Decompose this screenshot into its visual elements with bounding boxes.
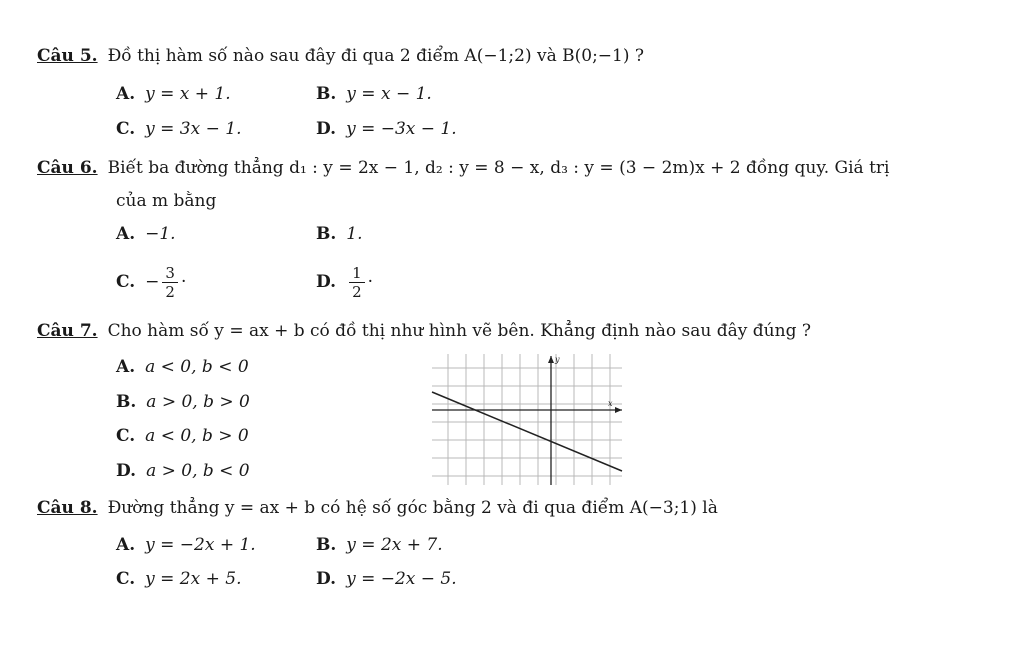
option-letter: B. <box>316 535 337 555</box>
option-text: y = −3x − 1. <box>346 119 457 139</box>
option-letter: A. <box>116 535 136 555</box>
q8-option-a[interactable] <box>116 533 256 557</box>
q7-option-a[interactable] <box>116 355 249 379</box>
q7-label: Câu 7. <box>37 321 98 341</box>
q6-text: Biết ba đường thẳng d₁ : y = 2x − 1, d₂ : y = 8 − x, d₃ : y = (3 − 2m)x + 2 đồng quy. Giá trị <box>107 158 890 178</box>
q5-text: Đồ thị hàm số nào sau đây đi qua 2 điểm A(−1;2) và B(0;−1) ? <box>107 46 645 66</box>
option-text: y = −2x − 5. <box>346 569 457 589</box>
fraction-denominator: 2 <box>352 282 362 301</box>
fraction <box>349 264 365 301</box>
q8-option-d[interactable] <box>316 567 457 591</box>
q5-option-d[interactable] <box>316 117 457 141</box>
q6-stem-continued: của m bằng <box>116 191 217 211</box>
option-text: y = 2x + 5. <box>145 569 242 589</box>
x-axis-arrow-icon <box>615 407 622 413</box>
option-letter: A. <box>116 357 136 377</box>
y-axis-label: y <box>555 355 560 364</box>
fraction <box>162 264 178 301</box>
option-text: y = x − 1. <box>346 84 432 104</box>
q5-stem <box>37 44 644 68</box>
q6-label: Câu 6. <box>37 158 98 178</box>
q5-option-b[interactable] <box>316 82 432 106</box>
option-text: y = x + 1. <box>145 84 231 104</box>
q8-text: Đường thẳng y = ax + b có hệ số góc bằng 2 và đi qua điểm A(−3;1) là <box>107 498 718 518</box>
fraction-numerator: 3 <box>162 264 178 283</box>
q7-option-c[interactable] <box>116 424 249 448</box>
x-axis-label: x <box>608 399 613 408</box>
q5-option-a[interactable] <box>116 82 231 106</box>
option-letter: A. <box>116 84 136 104</box>
option-letter: A. <box>116 224 136 244</box>
q7-stem <box>37 319 811 343</box>
option-letter: C. <box>116 119 136 139</box>
q7-option-d[interactable] <box>116 459 250 483</box>
option-letter: C. <box>116 426 136 446</box>
option-text: y = 3x − 1. <box>145 119 242 139</box>
q6-option-a[interactable] <box>116 222 176 246</box>
option-letter: B. <box>116 392 137 412</box>
option-letter: B. <box>316 84 337 104</box>
fraction-tail: · <box>367 272 374 292</box>
q8-stem <box>37 496 718 520</box>
q6-option-b[interactable] <box>316 222 363 246</box>
option-text: 1. <box>346 224 363 244</box>
q8-label: Câu 8. <box>37 498 98 518</box>
q7-graph <box>430 352 630 487</box>
option-letter: D. <box>316 569 337 589</box>
option-letter: D. <box>316 272 337 292</box>
q5-option-c[interactable] <box>116 117 242 141</box>
fraction-sign: − <box>145 272 160 292</box>
q7-option-b[interactable] <box>116 390 250 414</box>
fraction-denominator: 2 <box>165 282 175 301</box>
q6-option-c[interactable] <box>116 260 186 304</box>
graph-grid <box>432 354 622 485</box>
fraction-tail: · <box>180 272 187 292</box>
option-text: a < 0, b < 0 <box>145 357 249 377</box>
option-text: a > 0, b > 0 <box>146 392 250 412</box>
q5-label: Câu 5. <box>37 46 98 66</box>
option-letter: C. <box>116 569 136 589</box>
fraction-numerator: 1 <box>349 264 365 283</box>
q6-stem <box>37 156 889 180</box>
option-letter: C. <box>116 272 136 292</box>
option-letter: D. <box>116 461 137 481</box>
option-text: y = −2x + 1. <box>145 535 256 555</box>
y-axis-arrow-icon <box>548 356 554 363</box>
option-text: a > 0, b < 0 <box>146 461 250 481</box>
q6-option-d[interactable] <box>316 260 373 304</box>
q8-option-b[interactable] <box>316 533 443 557</box>
option-text: a < 0, b > 0 <box>145 426 249 446</box>
option-letter: D. <box>316 119 337 139</box>
q7-text: Cho hàm số y = ax + b có đồ thị như hình vẽ bên. Khẳng định nào sau đây đúng ? <box>107 321 811 341</box>
option-text: −1. <box>145 224 176 244</box>
q8-option-c[interactable] <box>116 567 242 591</box>
option-text: y = 2x + 7. <box>346 535 443 555</box>
option-letter: B. <box>316 224 337 244</box>
